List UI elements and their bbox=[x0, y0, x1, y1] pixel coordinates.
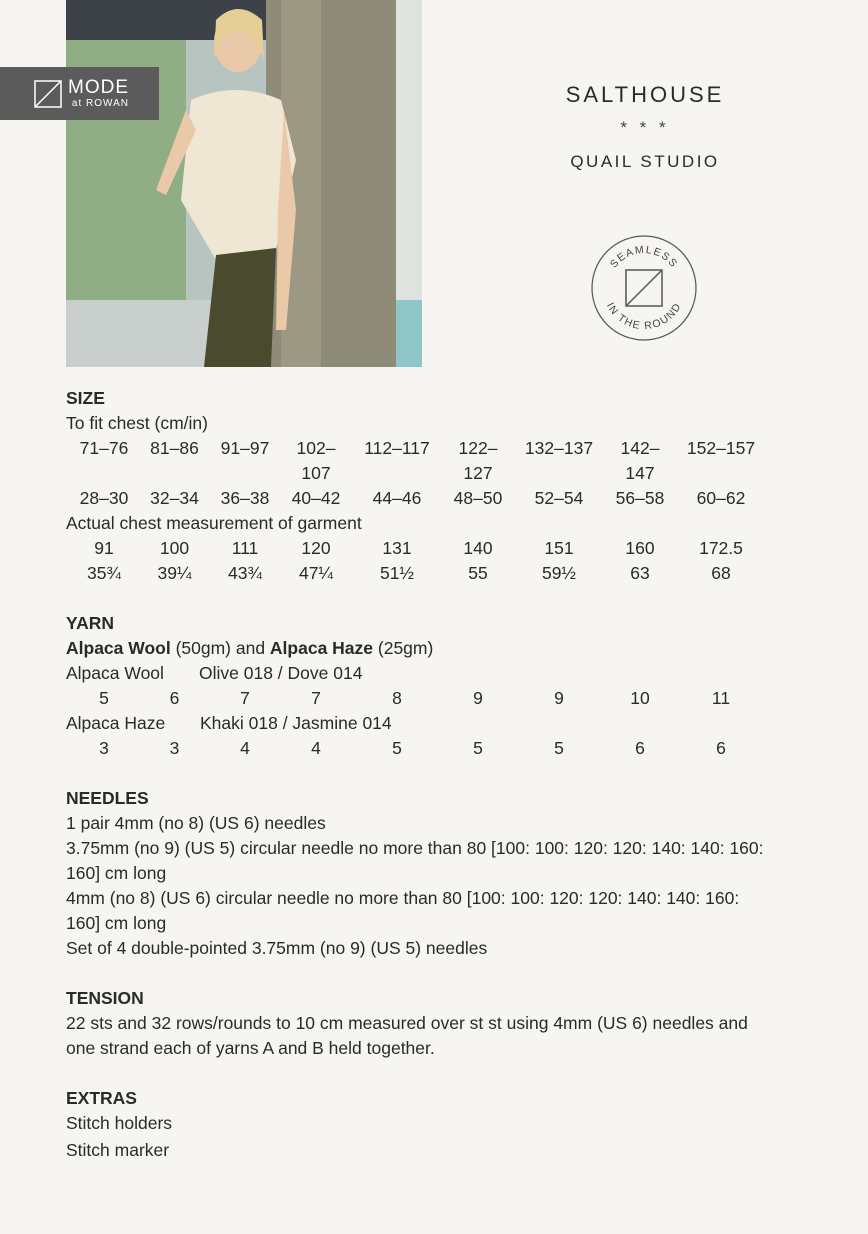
yarn-heading: YARN bbox=[66, 613, 114, 633]
yarn1-name: Alpaca Wool bbox=[66, 638, 171, 658]
tension-text: 22 sts and 32 rows/rounds to 10 cm measured over st st using 4mm (US 6) needles and one strand each of yarns A and B held together. bbox=[66, 1013, 748, 1058]
size-cell: 8 bbox=[392, 688, 402, 708]
size-cell: 6 bbox=[635, 738, 645, 758]
size-cell: 100 bbox=[159, 538, 190, 558]
size-cell: 43¾ bbox=[227, 563, 263, 583]
size-cell: 32–34 bbox=[150, 488, 199, 508]
size-cell: 47¼ bbox=[298, 563, 334, 583]
logo-sub: at ROWAN bbox=[71, 98, 129, 109]
designer-name: QUAIL STUDIO bbox=[570, 152, 720, 171]
size-cell: 6 bbox=[169, 688, 180, 708]
size-cell: 11 bbox=[711, 688, 731, 708]
actual-label: Actual chest measurement of garment bbox=[66, 513, 362, 533]
size-cell: 6 bbox=[716, 738, 726, 758]
size-cell: 28–30 bbox=[79, 488, 129, 508]
haze-label: Alpaca Haze bbox=[66, 713, 166, 733]
size-cell: 120 bbox=[301, 538, 331, 558]
needles-heading: NEEDLES bbox=[66, 788, 149, 808]
size-cell: 51½ bbox=[379, 563, 415, 583]
difficulty-stars: * * * bbox=[620, 118, 670, 137]
wool-colours: Olive 018 / Dove 014 bbox=[199, 663, 363, 683]
brand-logo bbox=[0, 67, 159, 120]
size-cell: 63 bbox=[630, 563, 650, 583]
wool-line bbox=[66, 661, 766, 686]
badge-bottom-text: IN THE ROUND bbox=[603, 300, 685, 333]
size-cell: 59½ bbox=[541, 563, 577, 583]
size-cell: 3 bbox=[99, 738, 109, 758]
seamless-badge bbox=[591, 235, 697, 341]
size-cell: 40–42 bbox=[291, 488, 341, 508]
size-cell: 48–50 bbox=[453, 488, 503, 508]
size-cell: 3 bbox=[169, 738, 180, 758]
size-cell: 44–46 bbox=[372, 488, 422, 508]
size-cell: 112–117 bbox=[364, 438, 430, 458]
yarn2-name: Alpaca Haze bbox=[269, 638, 374, 658]
size-cell: 102–107 bbox=[296, 438, 336, 483]
size-cell: 68 bbox=[711, 563, 731, 583]
size-cell: 5 bbox=[392, 738, 402, 758]
tension-heading: TENSION bbox=[66, 988, 144, 1008]
haze-qty-row bbox=[66, 736, 766, 761]
size-cell: 132–137 bbox=[524, 438, 594, 458]
size-cell: 4 bbox=[311, 738, 321, 758]
fit-cm-row bbox=[66, 436, 766, 486]
size-cell: 111 bbox=[231, 538, 259, 558]
size-cell: 172.5 bbox=[699, 538, 743, 558]
haze-line bbox=[66, 711, 766, 736]
needles-line-1: 1 pair 4mm (no 8) (US 6) needles bbox=[66, 813, 326, 833]
size-cell: 36–38 bbox=[220, 488, 270, 508]
actual-in-row bbox=[66, 561, 766, 586]
size-cell: 131 bbox=[382, 538, 412, 558]
size-cell: 122–127 bbox=[458, 438, 498, 483]
size-cell: 60–62 bbox=[696, 488, 746, 508]
size-heading: SIZE bbox=[66, 388, 105, 408]
svg-text:SEAMLESS bbox=[608, 244, 680, 271]
fit-in-row bbox=[66, 486, 766, 511]
size-cell: 5 bbox=[473, 738, 483, 758]
size-cell: 142–147 bbox=[620, 438, 660, 483]
size-cell: 81–86 bbox=[150, 438, 199, 458]
size-cell: 160 bbox=[625, 538, 655, 558]
pattern-details bbox=[66, 386, 766, 1163]
size-cell: 56–58 bbox=[615, 488, 665, 508]
actual-cm-row bbox=[66, 536, 766, 561]
haze-colours: Khaki 018 / Jasmine 014 bbox=[200, 713, 392, 733]
needles-line-4: Set of 4 double-pointed 3.75mm (no 9) (US 5) needles bbox=[66, 938, 488, 958]
size-cell: 151 bbox=[544, 538, 574, 558]
yarn2-weight: (25gm) bbox=[373, 638, 434, 658]
pattern-header bbox=[540, 82, 750, 172]
size-cell: 9 bbox=[473, 688, 483, 708]
size-cell: 4 bbox=[240, 738, 250, 758]
wool-label: Alpaca Wool bbox=[66, 663, 164, 683]
size-cell: 55 bbox=[468, 563, 488, 583]
badge-top-text: SEAMLESS bbox=[607, 243, 681, 271]
size-cell: 140 bbox=[463, 538, 493, 558]
seamless-square-icon bbox=[626, 270, 662, 306]
logo-brand: MODE bbox=[68, 77, 129, 98]
size-cell: 152–157 bbox=[686, 438, 756, 458]
yarn1-weight: (50gm) and bbox=[170, 638, 270, 658]
size-cell: 91–97 bbox=[220, 438, 270, 458]
garment-photo bbox=[66, 0, 422, 367]
size-cell: 52–54 bbox=[534, 488, 584, 508]
size-cell: 35¾ bbox=[86, 563, 122, 583]
wool-qty-row bbox=[66, 686, 766, 711]
size-cell: 9 bbox=[554, 688, 564, 708]
extras-item-1: Stitch holders bbox=[66, 1113, 173, 1133]
needles-line-2: 3.75mm (no 9) (US 5) circular needle no more than 80 [100: 100: 120: 120: 140: 140: 160: 160] cm long bbox=[66, 838, 764, 883]
logo-square-icon bbox=[34, 80, 62, 108]
extras-item-2: Stitch marker bbox=[66, 1140, 170, 1160]
svg-text:IN THE ROUND bbox=[604, 300, 684, 332]
size-cell: 7 bbox=[311, 688, 321, 708]
size-cell: 39¼ bbox=[157, 563, 192, 583]
size-cell: 5 bbox=[554, 738, 564, 758]
yarn-summary bbox=[66, 636, 766, 661]
pattern-title: SALTHOUSE bbox=[565, 82, 725, 107]
size-cell: 10 bbox=[630, 688, 650, 708]
size-cell: 71–76 bbox=[79, 438, 129, 458]
needles-line-3: 4mm (no 8) (US 6) circular needle no more than 80 [100: 100: 120: 120: 140: 140: 160: 160] cm long bbox=[66, 888, 740, 933]
fit-label: To fit chest (cm/in) bbox=[66, 413, 208, 433]
extras-heading: EXTRAS bbox=[66, 1088, 137, 1108]
size-cell: 91 bbox=[94, 538, 114, 558]
size-cell: 5 bbox=[99, 688, 109, 708]
size-cell: 7 bbox=[240, 688, 250, 708]
